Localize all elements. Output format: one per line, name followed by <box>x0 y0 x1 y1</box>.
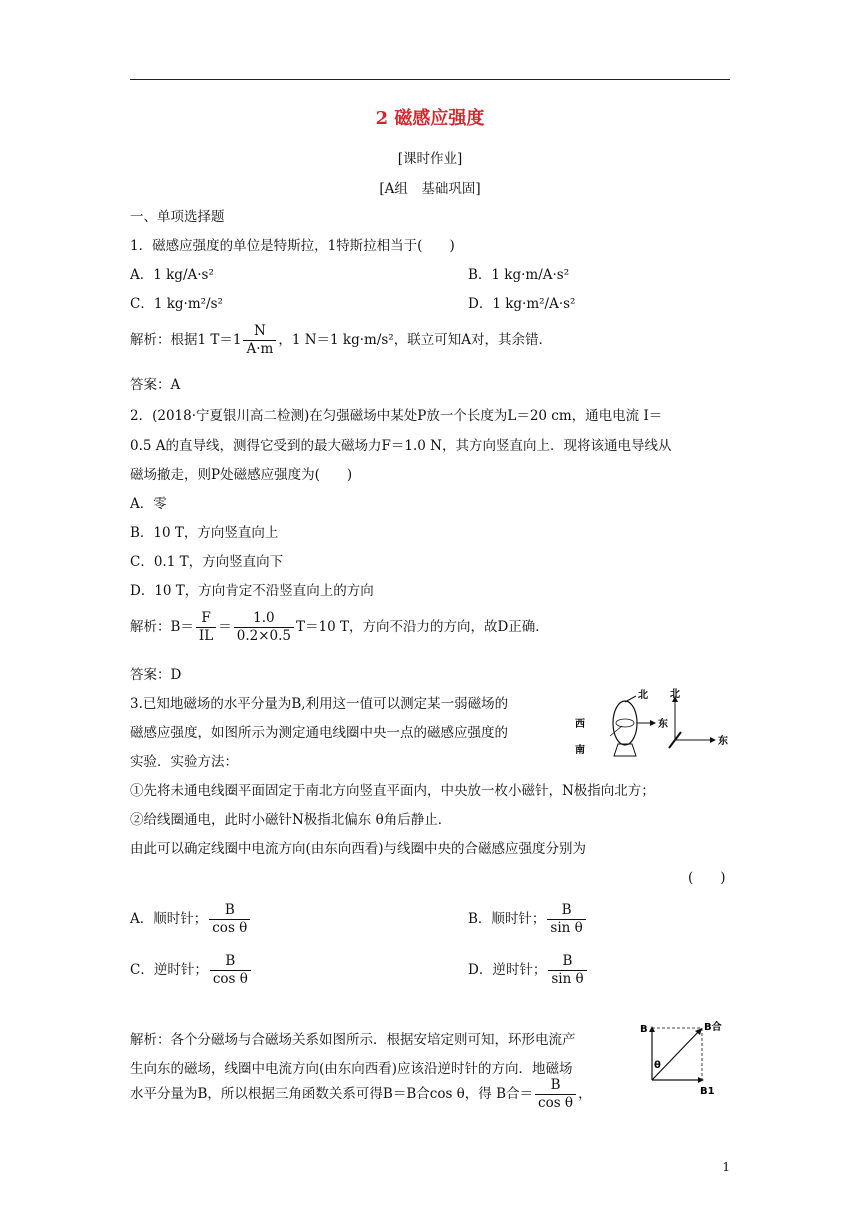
q3-step1: ①先将未通电线圈平面固定于南北方向竖直平面内，中央放一枚小磁针，N极指向北方； <box>130 783 655 799</box>
page-title: 2 磁感应强度 <box>375 108 485 129</box>
q2-analysis-prefix: 解析：B＝ <box>130 619 194 635</box>
q3-option-d <box>468 953 589 988</box>
header-rule <box>130 79 730 80</box>
q3-line2: 磁感应强度，如图所示为测定通电线圈中央一点的磁感应强度的 <box>130 725 508 741</box>
q3-option-d-frac <box>548 953 586 988</box>
fig3-b1-label: B1 <box>700 1086 715 1097</box>
q2-frac2-den: 0.2×0.5 <box>236 628 291 644</box>
fig3-b-label: B <box>640 1024 648 1035</box>
q3-step2: ②给线圈通电，此时小磁针N极指北偏东 θ角后静止． <box>130 812 452 828</box>
fig1-south-label: 南 <box>575 745 585 756</box>
q2-frac2-num: 1.0 <box>234 610 294 628</box>
fig1-west-label: 西 <box>575 719 585 730</box>
fig1-north-label: 北 <box>638 690 648 701</box>
q2-fraction-2 <box>234 610 294 645</box>
q3-option-b-frac <box>547 902 585 937</box>
q1-stem: 1．磁感应强度的单位是特斯拉，1特斯拉相当于( ) <box>130 238 455 254</box>
fig1-east-label: 东 <box>658 719 668 730</box>
q3-line1: 3.已知地磁场的水平分量为B,利用这一值可以测定某一弱磁场的 <box>130 696 509 712</box>
q3-option-c-num: B <box>210 953 251 971</box>
q3-option-b-num: B <box>547 902 585 920</box>
q3-answer-paren: ( ) <box>688 870 726 886</box>
q3-option-b-label: B．顺时针； <box>468 911 546 927</box>
q3-option-c-den: cos θ <box>212 971 248 987</box>
q2-line2: 0.5 A的直导线，测得它受到的最大磁场力F＝1.0 N，其方向竖直向上．现将该通电导线从 <box>130 438 672 454</box>
fig3-bhe-label: B合 <box>704 1022 722 1033</box>
compass-axes <box>669 696 716 748</box>
vector-diagram <box>649 1026 704 1083</box>
q2-analysis-suffix: T＝10 T，方向不沿力的方向，故D正确． <box>296 619 549 635</box>
q3-option-b-den: sin θ <box>550 920 583 936</box>
q3-analysis3-frac <box>535 1077 576 1112</box>
group-label: [A组 基础巩固] <box>379 181 481 197</box>
q1-frac-den: A·m <box>246 341 274 357</box>
q3-analysis-line3 <box>130 1077 592 1112</box>
q2-option-a: A．零 <box>130 496 167 512</box>
q1-analysis-prefix: 解析：根据1 T＝1 <box>130 332 242 348</box>
q1-option-b: B．1 kg·m/A·s² <box>468 267 570 283</box>
q3-option-b <box>468 902 588 937</box>
q2-eq: ＝ <box>218 619 232 635</box>
q2-frac1-den: IL <box>198 628 214 644</box>
q2-option-d: D．10 T，方向肯定不沿竖直向上的方向 <box>130 583 374 599</box>
q3-analysis3-den: cos θ <box>538 1095 574 1111</box>
q1-option-d: D．1 kg·m²/A·s² <box>468 296 576 312</box>
q3-option-c-frac <box>210 953 251 988</box>
q3-analysis-line1: 解析：各个分磁场与合磁场关系如图所示．根据安培定则可知，环形电流产 <box>130 1032 576 1048</box>
q2-line1: 2．(2018·宁夏银川高二检测)在匀强磁场中某处P放一个长度为L＝20 cm，通电电流 I＝ <box>130 408 663 424</box>
q3-option-a <box>130 902 252 937</box>
q2-answer: 答案：D <box>130 667 182 683</box>
q1-analysis-suffix: ，1 N＝1 kg·m/s²，联立可知A对，其余错． <box>278 332 552 348</box>
q3-analysis3-prefix: 水平分量为B，所以根据三角函数关系可得B＝B合cos θ，得 B合＝ <box>130 1086 534 1102</box>
q3-option-a-label: A．顺时针； <box>130 911 208 927</box>
q3-figure-vectors <box>630 1018 730 1098</box>
q2-fraction-1 <box>196 610 216 645</box>
q1-option-a: A．1 kg/A·s² <box>130 267 214 283</box>
q3-line3: 实验．实验方法： <box>130 754 238 770</box>
q3-line4: 由此可以确定线圈中电流方向(由东向西看)与线圈中央的合磁感应强度分别为 <box>130 841 587 857</box>
q3-option-c <box>130 953 253 988</box>
q3-analysis3-suffix: ， <box>578 1086 592 1102</box>
q2-option-b: B．10 T，方向竖直向上 <box>130 525 279 541</box>
q1-frac-num: N <box>243 323 276 341</box>
q1-option-c: C．1 kg·m²/s² <box>130 296 223 312</box>
q3-option-d-den: sin θ <box>551 971 584 987</box>
q1-answer: 答案：A <box>130 377 181 393</box>
q3-option-d-label: D．逆时针； <box>468 962 547 978</box>
q3-option-d-num: B <box>548 953 586 971</box>
q3-option-a-den: cos θ <box>212 920 248 936</box>
subtitle: [课时作业] <box>397 151 463 167</box>
q2-line3: 磁场撤走，则P处磁感应强度为( ) <box>130 467 353 483</box>
section-heading: 一、单项选择题 <box>130 209 225 225</box>
q3-option-a-frac <box>209 902 250 937</box>
q3-option-a-num: B <box>209 902 250 920</box>
q2-analysis <box>130 610 549 645</box>
q1-fraction <box>243 323 276 358</box>
q3-option-c-label: C．逆时针； <box>130 962 208 978</box>
q1-analysis <box>130 323 552 358</box>
q3-analysis3-num: B <box>535 1077 576 1095</box>
q2-option-c: C．0.1 T，方向竖直向下 <box>130 554 284 570</box>
page-number: 1 <box>722 1160 730 1174</box>
coil-drawing <box>610 696 656 756</box>
q3-analysis-line2: 生向东的磁场，线圈中电流方向(由东向西看)应该沿逆时针的方向．地磁场 <box>130 1061 573 1077</box>
fig2-north-label: 北 <box>670 689 680 700</box>
q2-frac1-num: F <box>196 610 216 628</box>
fig3-theta-label: θ <box>654 1060 661 1071</box>
fig2-east-label: 东 <box>718 736 728 747</box>
q3-figure-compass <box>570 688 730 768</box>
